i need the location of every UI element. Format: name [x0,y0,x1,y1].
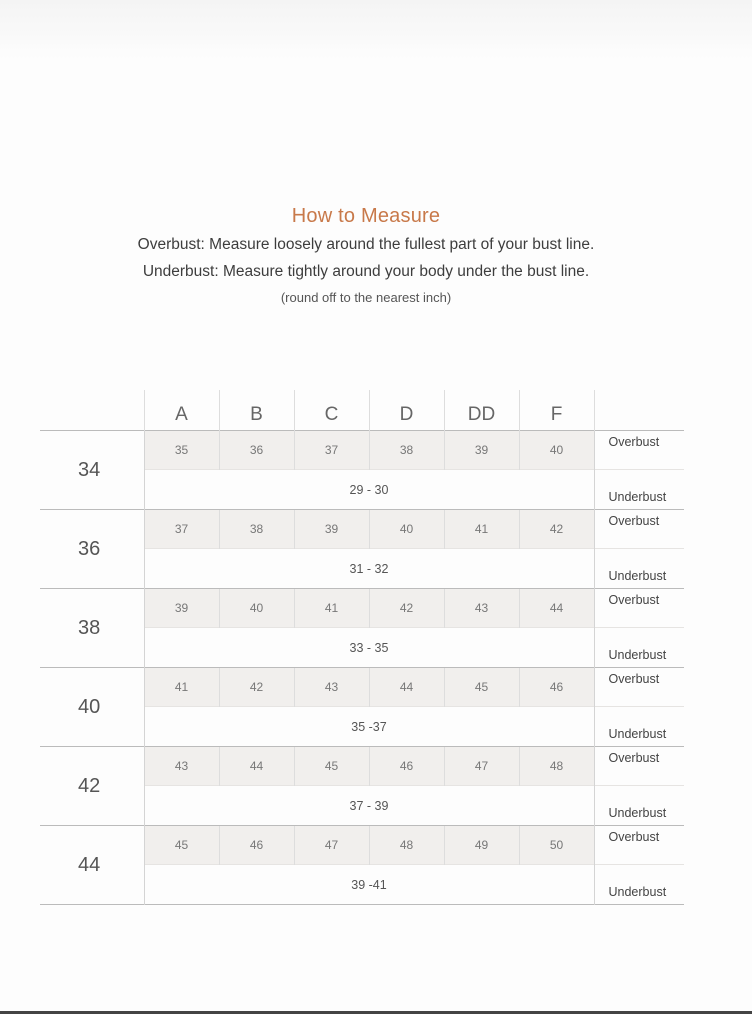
overbust-value: 44 [519,589,594,628]
overbust-value: 35 [144,431,219,470]
underbust-range: 35 -37 [144,707,594,747]
overbust-value: 40 [219,589,294,628]
overbust-value: 41 [144,668,219,707]
underbust-range: 29 - 30 [144,470,594,510]
overbust-value: 39 [294,510,369,549]
cup-header: F [519,390,594,431]
overbust-value: 40 [519,431,594,470]
overbust-row [40,747,684,786]
overbust-value: 43 [294,668,369,707]
overbust-value: 39 [444,431,519,470]
overbust-value: 36 [219,431,294,470]
overbust-value: 50 [519,826,594,865]
underbust-range: 33 - 35 [144,628,594,668]
underbust-label: Underbust [594,549,684,589]
overbust-value: 45 [444,668,519,707]
overbust-value: 46 [369,747,444,786]
band-size: 34 [40,431,144,510]
size-chart-table [40,390,684,905]
page-title: How to Measure [291,205,441,227]
top-shade [0,0,752,60]
underbust-label: Underbust [594,786,684,826]
overbust-label: Overbust [594,826,684,865]
overbust-value: 38 [369,431,444,470]
overbust-value: 42 [519,510,594,549]
overbust-value: 45 [294,747,369,786]
band-size: 36 [40,510,144,589]
cup-header: D [369,390,444,431]
overbust-value: 38 [219,510,294,549]
underbust-label: Underbust [594,470,684,510]
overbust-value: 44 [369,668,444,707]
overbust-label: Overbust [594,510,684,549]
overbust-value: 43 [144,747,219,786]
overbust-value: 46 [519,668,594,707]
underbust-range: 39 -41 [144,865,594,905]
overbust-row [40,589,684,628]
overbust-value: 44 [219,747,294,786]
overbust-value: 41 [444,510,519,549]
band-size: 40 [40,668,144,747]
overbust-row [40,826,684,865]
overbust-instruction: Overbust: Measure loosely around the fullest part of your bust line. [137,236,595,253]
cup-header: DD [444,390,519,431]
overbust-value: 47 [294,826,369,865]
overbust-label: Overbust [594,589,684,628]
band-size: 42 [40,747,144,826]
size-chart-body [40,431,684,906]
overbust-value: 45 [144,826,219,865]
table-bottom-border [40,905,684,906]
overbust-row [40,668,684,707]
underbust-label: Underbust [594,707,684,747]
overbust-value: 47 [444,747,519,786]
underbust-instruction: Underbust: Measure tightly around your body under the bust line. [142,263,590,280]
underbust-label: Underbust [594,865,684,905]
overbust-row [40,431,684,470]
overbust-row [40,510,684,549]
band-size: 44 [40,826,144,905]
overbust-value: 39 [144,589,219,628]
cup-header: B [219,390,294,431]
underbust-label: Underbust [594,628,684,668]
overbust-value: 46 [219,826,294,865]
overbust-value: 48 [369,826,444,865]
band-size: 38 [40,589,144,668]
overbust-value: 42 [219,668,294,707]
overbust-label: Overbust [594,668,684,707]
cup-header-row [40,390,684,431]
table-bottom-border-cell [40,905,684,906]
overbust-value: 42 [369,589,444,628]
overbust-value: 43 [444,589,519,628]
overbust-value: 40 [369,510,444,549]
header-corner [40,390,144,431]
cup-header: A [144,390,219,431]
label-header [594,390,684,431]
rounding-note: (round off to the nearest inch) [280,290,452,305]
overbust-value: 48 [519,747,594,786]
cup-header: C [294,390,369,431]
overbust-value: 49 [444,826,519,865]
underbust-range: 37 - 39 [144,786,594,826]
overbust-value: 41 [294,589,369,628]
overbust-value: 37 [144,510,219,549]
overbust-value: 37 [294,431,369,470]
underbust-range: 31 - 32 [144,549,594,589]
overbust-label: Overbust [594,431,684,470]
overbust-label: Overbust [594,747,684,786]
